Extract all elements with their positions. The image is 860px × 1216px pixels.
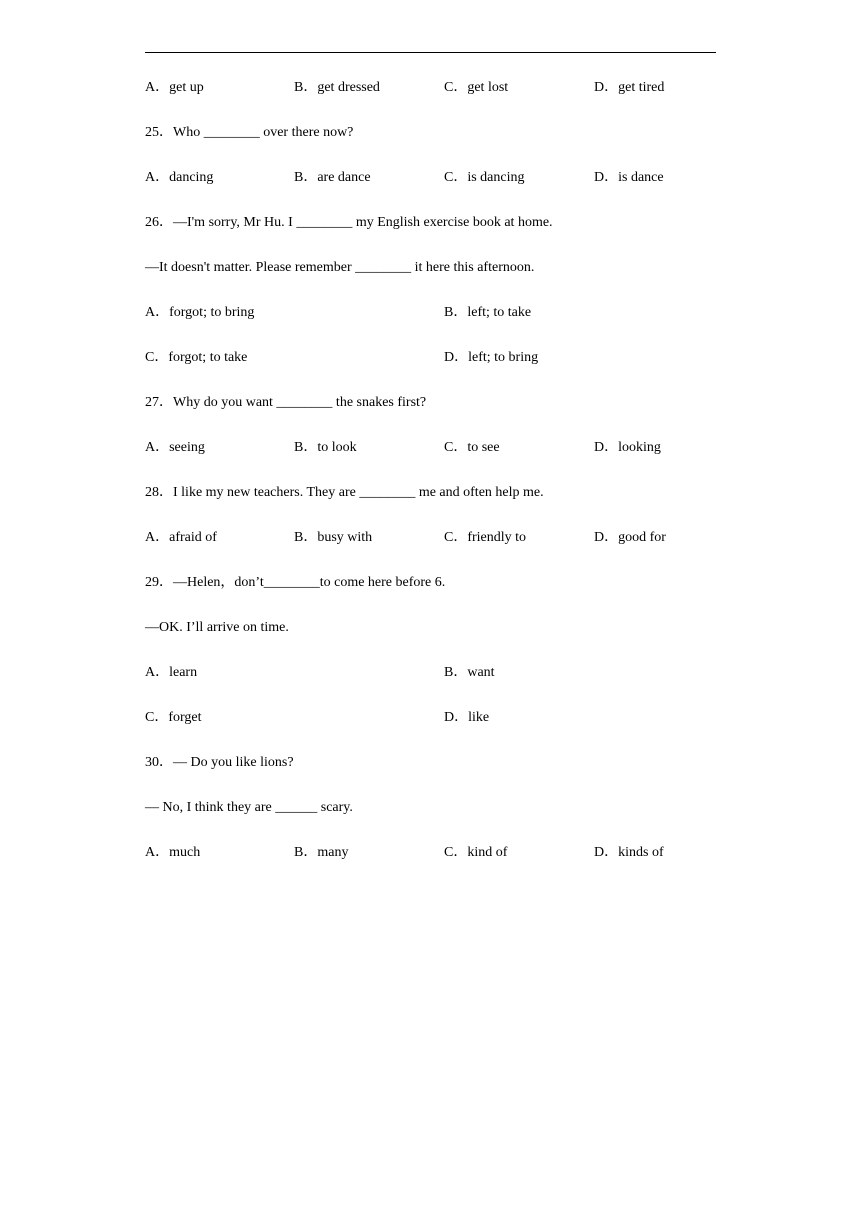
q25-option-b: B．are dance: [294, 170, 371, 185]
q30-option-b: B．many: [294, 845, 349, 860]
q25-stem: 25．Who ________ over there now?: [145, 125, 354, 140]
q29-option-d: D．like: [444, 710, 490, 725]
q28-option-a: A．afraid of: [145, 530, 217, 545]
q29-option-a: A．learn: [145, 665, 198, 680]
q29-stem: 29．—Helen，don’t________to come here before 6.: [145, 575, 446, 590]
q27-option-a: A．seeing: [145, 440, 205, 455]
q29-reply: —OK. I’ll arrive on time.: [145, 620, 289, 635]
q24-option-a: A．get up: [145, 80, 204, 95]
q26-option-d: D．left; to bring: [444, 350, 539, 365]
q26-option-c: C．forgot; to take: [145, 350, 248, 365]
q24-option-b: B．get dressed: [294, 80, 380, 95]
q28-stem: 28．I like my new teachers. They are ________ me and often help me.: [145, 485, 544, 500]
q24-option-c: C．get lost: [444, 80, 509, 95]
q26-option-a: A．forgot; to bring: [145, 305, 255, 320]
q29-option-b: B．want: [444, 665, 495, 680]
q26-reply: —It doesn't matter. Please remember ________ it here this afternoon.: [145, 260, 535, 275]
q28-option-d: D．good for: [594, 530, 666, 545]
q29-option-c: C．forget: [145, 710, 202, 725]
q25-option-c: C．is dancing: [444, 170, 525, 185]
q27-stem: 27．Why do you want ________ the snakes first?: [145, 395, 427, 410]
q30-option-c: C．kind of: [444, 845, 508, 860]
q26-stem: 26．—I'm sorry, Mr Hu. I ________ my English exercise book at home.: [145, 215, 553, 230]
q30-stem: 30．— Do you like lions?: [145, 755, 294, 770]
q25-option-a: A．dancing: [145, 170, 214, 185]
header-rule: [145, 52, 716, 53]
q26-option-b: B．left; to take: [444, 305, 532, 320]
q28-option-b: B．busy with: [294, 530, 373, 545]
q25-option-d: D．is dance: [594, 170, 664, 185]
q27-option-d: D．looking: [594, 440, 661, 455]
q27-option-b: B．to look: [294, 440, 357, 455]
q30-reply: — No, I think they are ______ scary.: [145, 800, 353, 815]
q27-option-c: C．to see: [444, 440, 500, 455]
q24-option-d: D．get tired: [594, 80, 665, 95]
q30-option-d: D．kinds of: [594, 845, 664, 860]
q30-option-a: A．much: [145, 845, 201, 860]
q28-option-c: C．friendly to: [444, 530, 527, 545]
